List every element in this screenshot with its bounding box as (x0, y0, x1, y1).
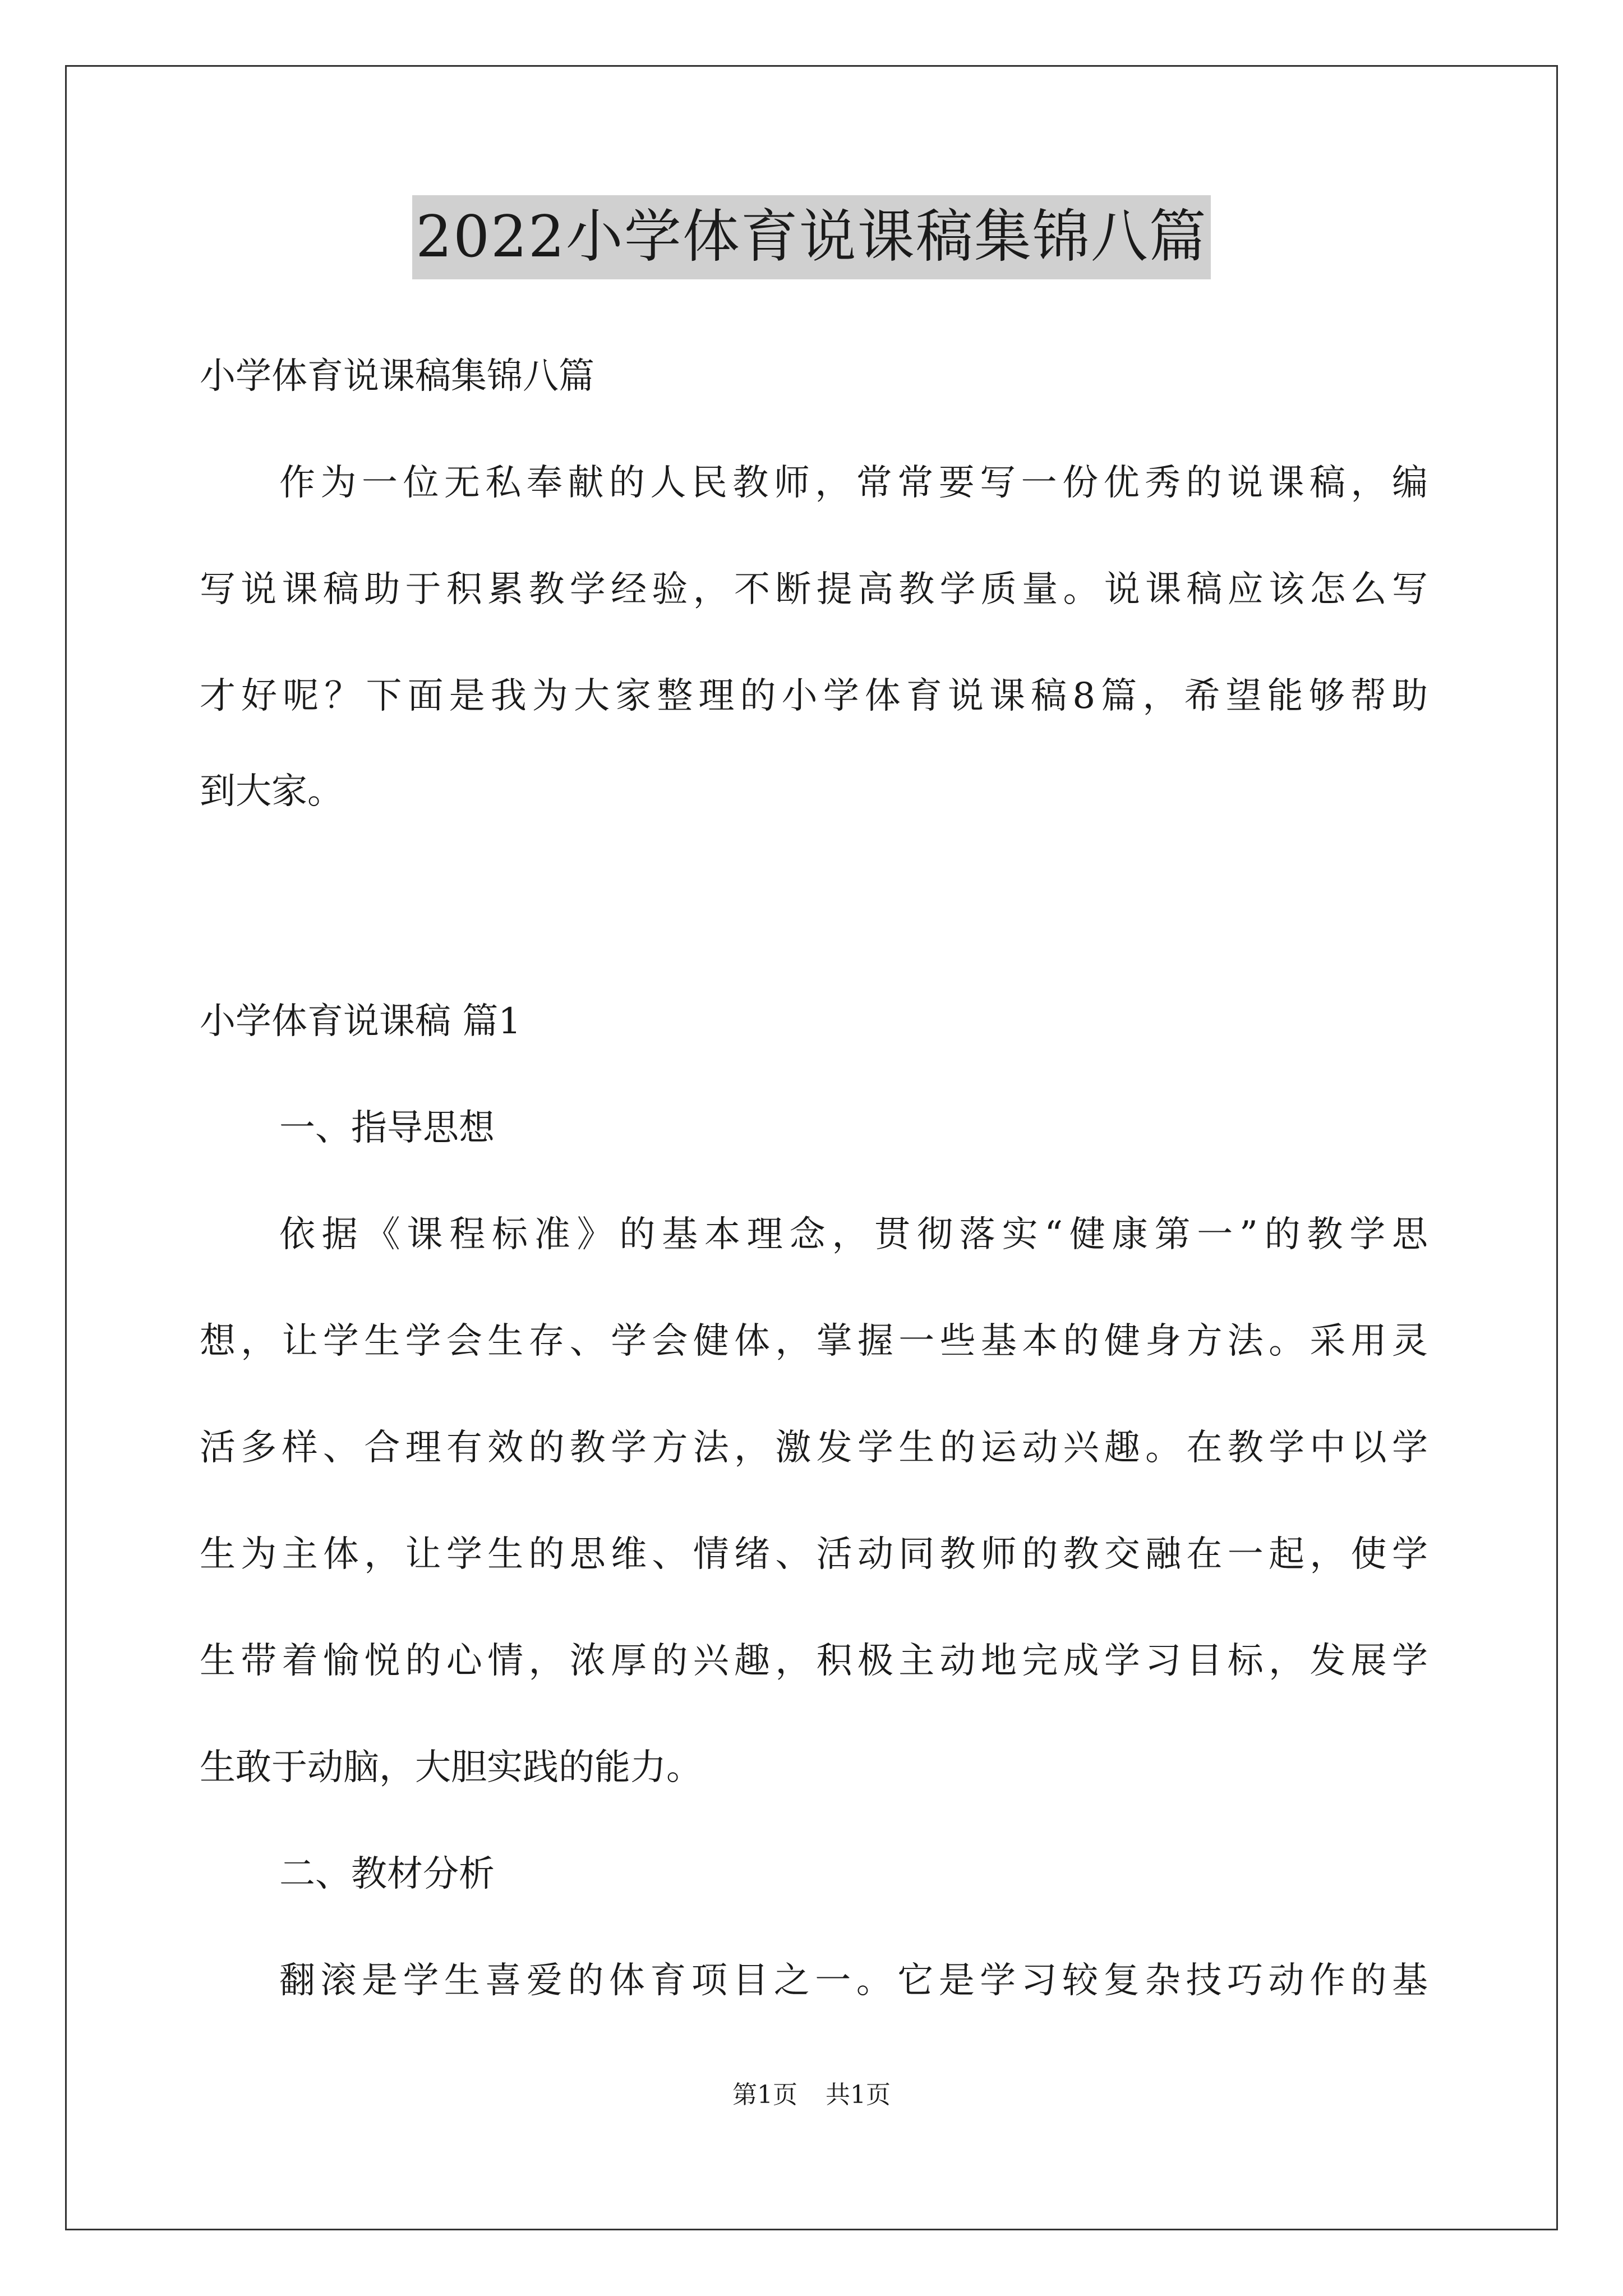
heading-guiding-ideology: 一、指导思想 (279, 1107, 495, 1149)
paragraph-line: 活多样、合理有效的教学方法，激发学生的运动兴趣。在教学中以学 (200, 1427, 1428, 1469)
paragraph-line: 翻滚是学生喜爱的体育项目之一。它是学习较复杂技巧动作的基 (279, 1960, 1428, 2001)
intro-line: 作为一位无私奉献的人民教师，常常要写一份优秀的说课稿，编 (279, 462, 1428, 504)
intro-line: 写说课稿助于积累教学经验，不断提高教学质量。说课稿应该怎么写 (200, 569, 1428, 610)
paragraph-line: 想，让学生学会生存、学会健体，掌握一些基本的健身方法。采用灵 (200, 1320, 1428, 1362)
title-wrap (0, 195, 1623, 279)
heading-material-analysis: 二、教材分析 (279, 1853, 495, 1895)
paragraph-line: 生敢于动脑，大胆实践的能力。 (200, 1747, 702, 1788)
page-number: 第1页 (732, 2081, 797, 2109)
page-total: 共1页 (826, 2081, 891, 2109)
paragraph-line: 生带着愉悦的心情，浓厚的兴趣，积极主动地完成学习目标，发展学 (200, 1640, 1428, 1682)
page-footer (0, 2078, 1623, 2112)
section-heading: 小学体育说课稿 篇1 (200, 1001, 522, 1042)
paragraph-line: 依据《课程标准》的基本理念，贯彻落实“健康第一”的教学思 (279, 1214, 1428, 1255)
intro-line: 到大家。 (200, 771, 343, 812)
subtitle: 小学体育说课稿集锦八篇 (200, 356, 594, 397)
paragraph-line: 生为主体，让学生的思维、情绪、活动同教师的教交融在一起，使学 (200, 1534, 1428, 1575)
document-title: 2022小学体育说课稿集锦八篇 (412, 195, 1211, 279)
intro-line: 才好呢？下面是我为大家整理的小学体育说课稿8篇，希望能够帮助 (200, 675, 1428, 717)
